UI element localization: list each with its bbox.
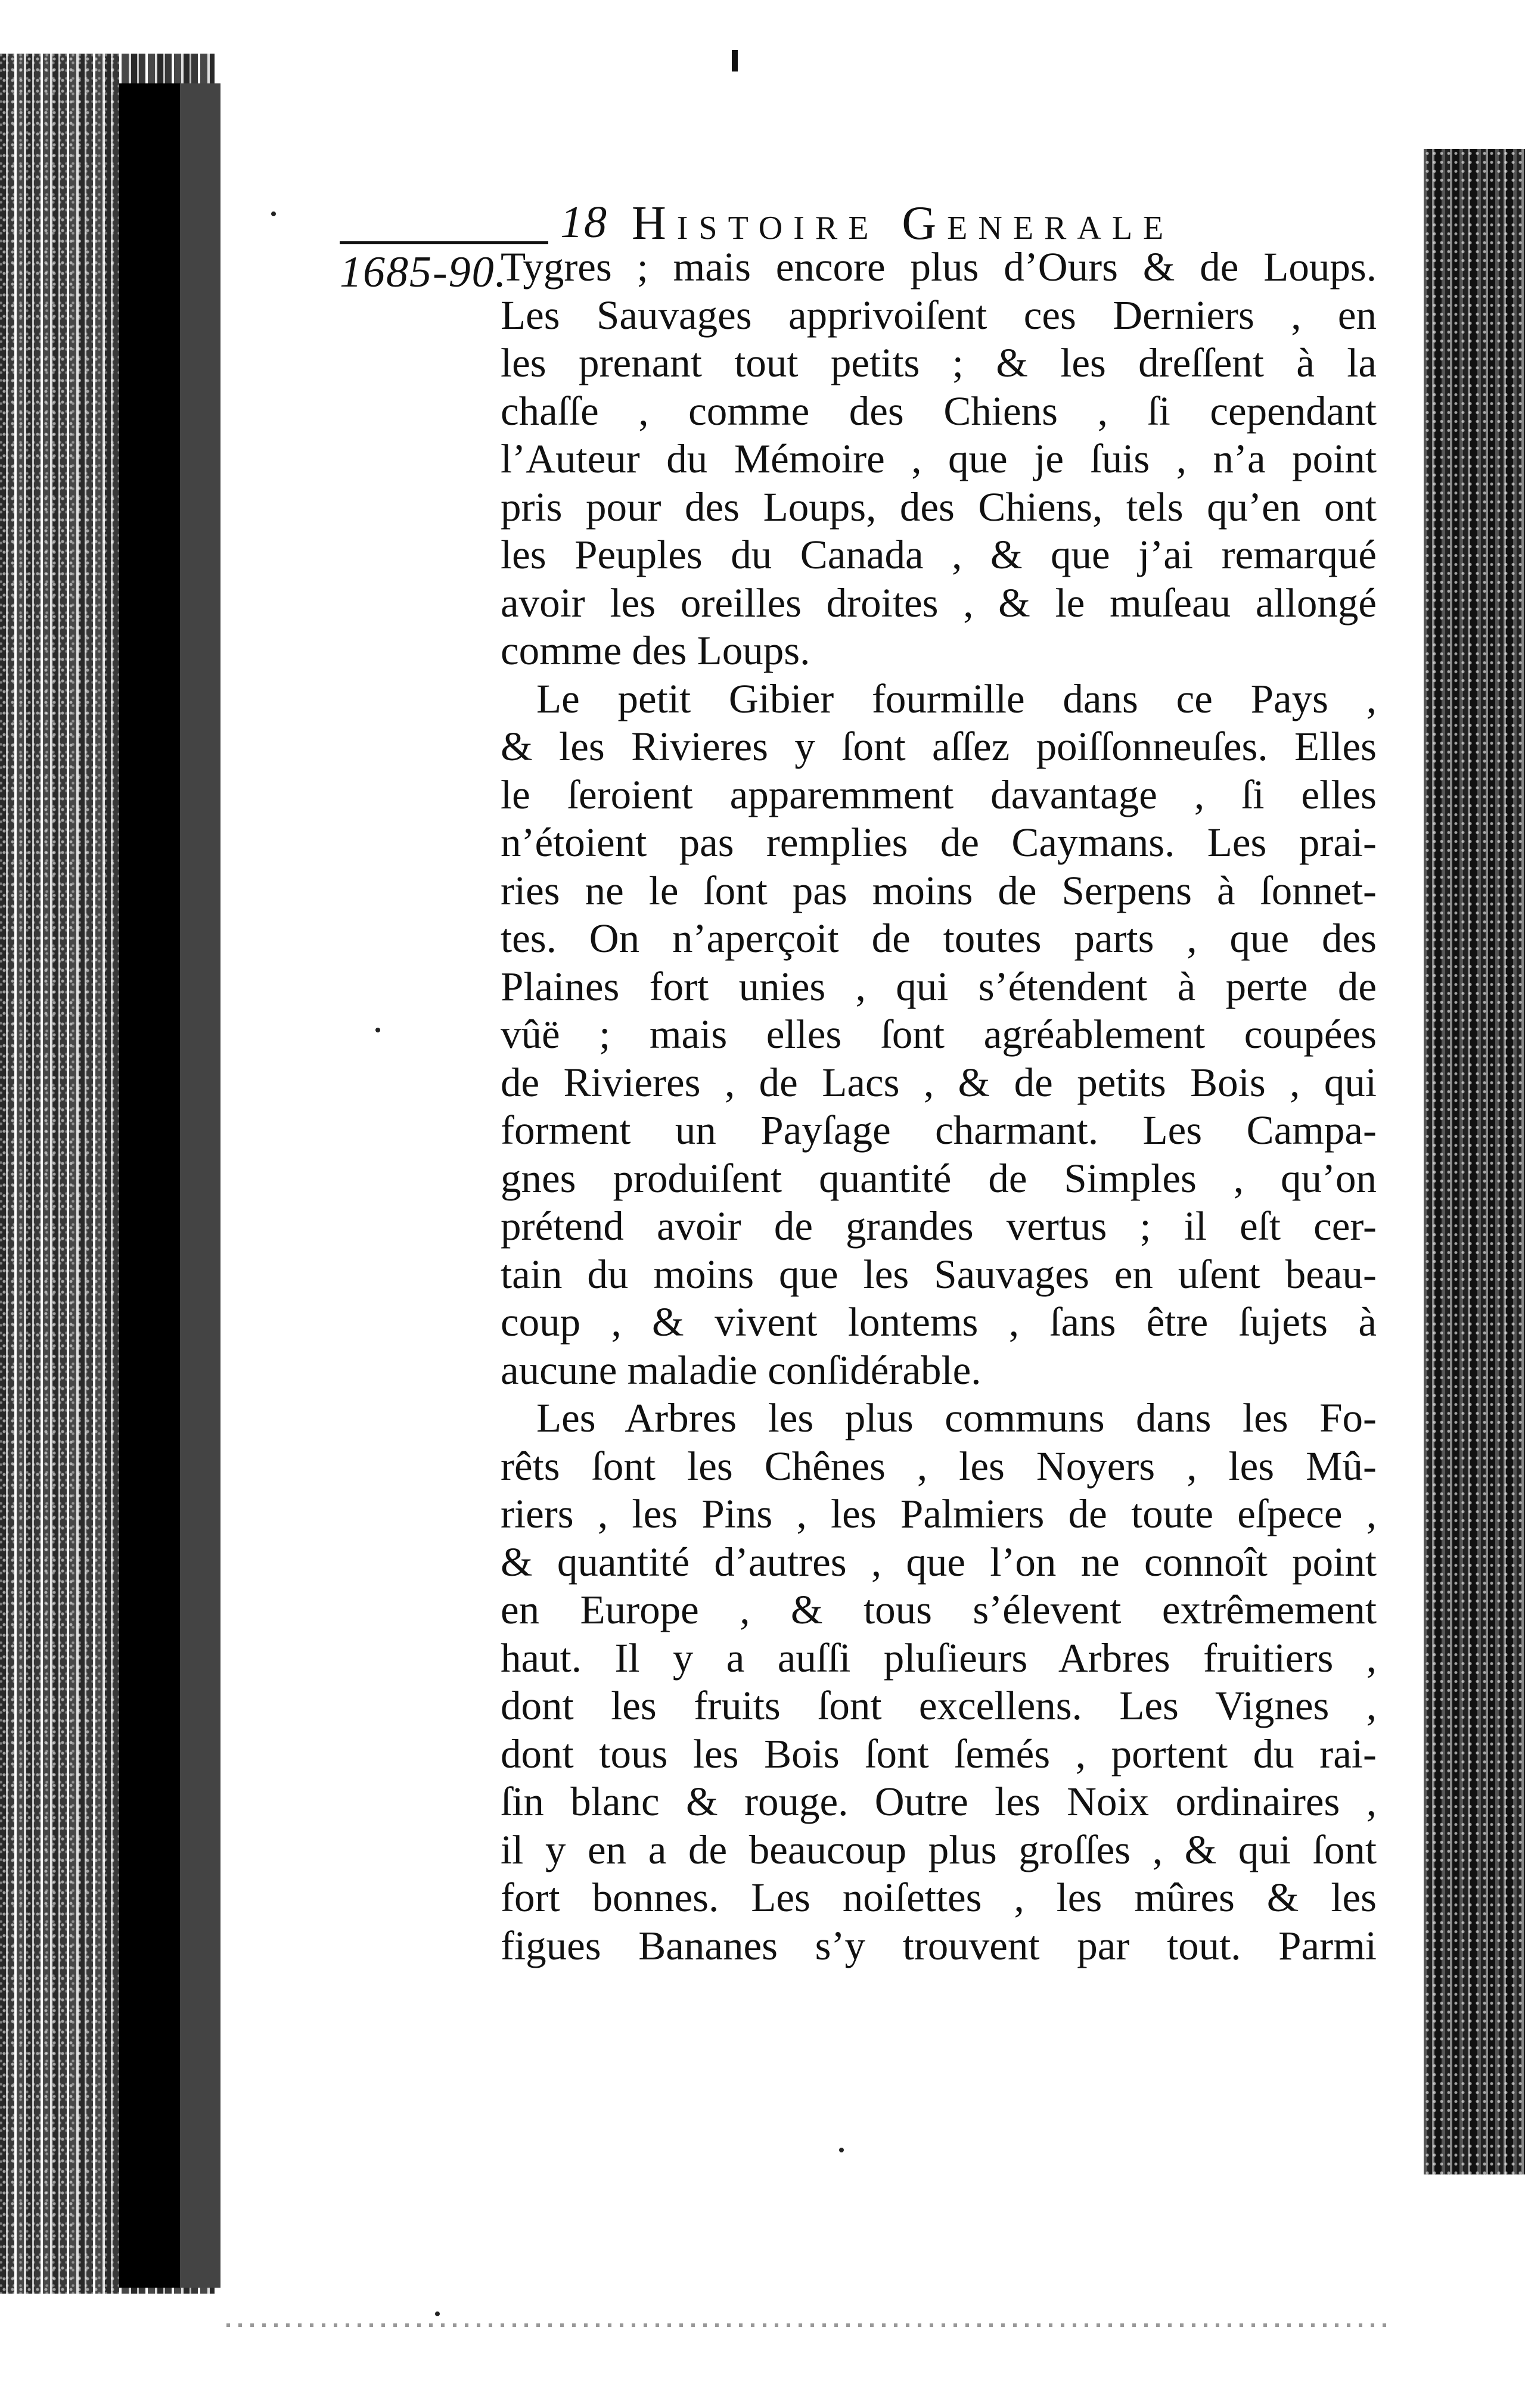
text-line: comme des Loups. [501,628,810,673]
running-title: Histoire Generale [632,197,1175,250]
text-line: Tygres ; mais encore plus d’Ours & de Loups. [501,244,1377,290]
paragraph-3 [501,1394,1377,1970]
scan-speck [375,1028,380,1032]
body-text [501,243,1377,1970]
page-number: 18 [560,197,608,247]
text-line: & quantité d’autres , que l’on ne connoît point [501,1539,1377,1585]
text-line: il y en a de beaucoup plus groſſes , & qui ſont [501,1827,1377,1872]
text-line: prétend avoir de grandes vertus ; il eſt cer- [501,1203,1377,1249]
text-line: en Europe , & tous s’élevent extrêmement [501,1587,1377,1632]
scan-speck [271,211,276,216]
text-line: chaſſe , comme des Chiens , ſi cependant [501,388,1377,434]
text-line: Le petit Gibier fourmille dans ce Pays , [536,676,1377,721]
text-line: coup , & vivent lontems , ſans être ſujets à [501,1299,1377,1345]
text-line: de Rivieres , de Lacs , & de petits Bois , qui [501,1059,1377,1105]
text-line: le ſeroient apparemment davantage , ſi elles [501,771,1377,817]
text-line: tes. On n’aperçoit de toutes parts , que des [501,916,1377,961]
text-line: avoir les oreilles droites , & le muſeau allongé [501,580,1377,626]
text-line: fort bonnes. Les noiſettes , les mûres & les [501,1875,1377,1920]
text-line: figues Bananes s’y trouvent par tout. Parmi [501,1922,1377,1968]
text-line: tain du moins que les Sauvages en uſent beau- [501,1251,1377,1297]
text-line: & les Rivieres y ſont aſſez poiſſonneuſes. Elles [501,724,1377,769]
text-line: n’étoient pas remplies de Caymans. Les prai- [501,820,1377,865]
text-line: Les Arbres les plus communs dans les Fo- [536,1395,1377,1441]
text-line: ries ne le ſont pas moins de Serpens à ſonnet- [501,867,1377,913]
scan-edge-right-speckle [1424,149,1525,2174]
text-line: Plaines fort unies , qui s’étendent à perte de [501,963,1377,1009]
text-line: ſin blanc & rouge. Outre les Noix ordinaires , [501,1779,1377,1824]
text-line: haut. Il y a auſſi pluſieurs Arbres fruitiers , [501,1635,1377,1681]
text-line: vûë ; mais elles ſont agréablement coupées [501,1012,1377,1057]
text-line: riers , les Pins , les Palmiers de toute eſpece , [501,1491,1377,1536]
text-line: forment un Payſage charmant. Les Campa- [501,1107,1377,1153]
scan-bottom-edge [226,2323,1394,2327]
text-line: rêts ſont les Chênes , les Noyers , les Mû- [501,1443,1377,1489]
scan-edge-left-speckle [0,54,119,2294]
text-line: les Peuples du Canada , & que j’ai remarqué [501,532,1377,577]
text-line: Les Sauvages apprivoiſent ces Derniers , en [501,292,1377,338]
paragraph-1 [501,243,1377,675]
scan-speck [839,2148,844,2152]
text-line: aucune maladie conſidérable. [501,1347,982,1393]
text-line: dont tous les Bois ſont ſemés , portent du rai- [501,1731,1377,1777]
scan-top-mark [732,50,738,71]
text-line: l’Auteur du Mémoire , que je ſuis , n’a point [501,436,1377,481]
book-spine-shadow [119,83,220,2288]
text-line: pris pour des Loups, des Chiens, tels qu’en ont [501,484,1377,530]
margin-date-note: 1685-90. [340,248,508,297]
scan-speck [435,2311,440,2316]
text-line: gnes produiſent quantité de Simples , qu’on [501,1155,1377,1201]
text-line: dont les fruits ſont excellens. Les Vignes , [501,1683,1377,1728]
text-line: les prenant tout petits ; & les dreſſent à la [501,340,1377,385]
paragraph-2 [501,675,1377,1395]
